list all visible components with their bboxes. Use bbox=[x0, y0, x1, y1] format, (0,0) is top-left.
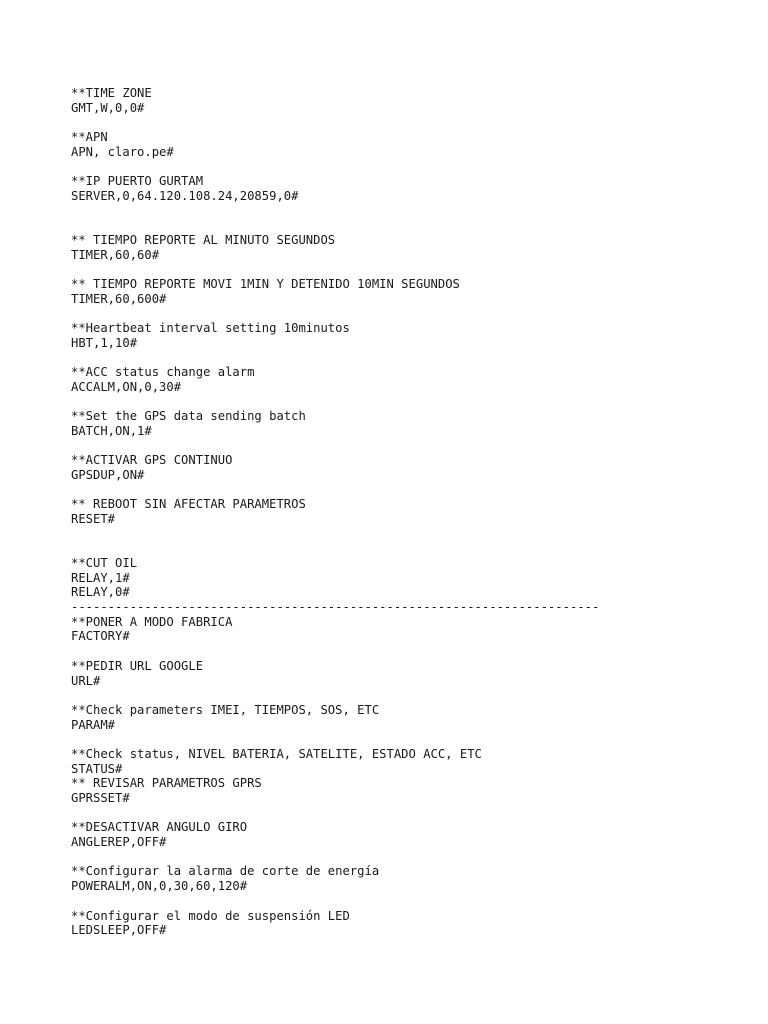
blank-line bbox=[71, 159, 761, 174]
apn-command: APN, claro.pe# bbox=[71, 144, 174, 159]
check-status-heading: **Check status, NIVEL BATERIA, SATELITE, ESTADO ACC, ETC bbox=[71, 746, 482, 761]
blank-line bbox=[71, 894, 761, 909]
dashed-separator: ------------------------------------------------------------------------ bbox=[71, 600, 600, 615]
timer-minute-heading: ** TIEMPO REPORTE AL MINUTO SEGUNDOS bbox=[71, 232, 336, 247]
apn-heading: **APN bbox=[71, 130, 108, 145]
ledsleep-command: LEDSLEEP,OFF# bbox=[71, 923, 167, 938]
gps-batch-heading: **Set the GPS data sending batch bbox=[71, 409, 306, 424]
blank-line bbox=[71, 306, 761, 321]
blank-lines bbox=[71, 527, 761, 556]
time-zone-command: GMT,W,0,0# bbox=[71, 100, 145, 115]
timer-moving-heading: ** TIEMPO REPORTE MOVI 1MIN Y DETENIDO 10MIN SEGUNDOS bbox=[71, 276, 460, 291]
url-command: URL# bbox=[71, 673, 101, 688]
factory-mode-heading: **PONER A MODO FABRICA bbox=[71, 614, 233, 629]
blank-line bbox=[71, 732, 761, 747]
poweralm-command: POWERALM,ON,0,30,60,120# bbox=[71, 879, 248, 894]
gprs-parameters-heading: ** REVISAR PARAMETROS GPRS bbox=[71, 776, 262, 791]
timer-moving-command: TIMER,60,600# bbox=[71, 291, 167, 306]
angle-turn-heading: **DESACTIVAR ANGULO GIRO bbox=[71, 820, 248, 835]
power-alarm-heading: **Configurar la alarma de corte de energía bbox=[71, 864, 380, 879]
url-google-heading: **PEDIR URL GOOGLE bbox=[71, 658, 204, 673]
timer-minute-command: TIMER,60,60# bbox=[71, 247, 160, 262]
gprsset-command: GPRSSET# bbox=[71, 791, 130, 806]
gps-batch-command: BATCH,ON,1# bbox=[71, 423, 152, 438]
relay-on-command: RELAY,1# bbox=[71, 570, 130, 585]
blank-line bbox=[71, 394, 761, 409]
param-command: PARAM# bbox=[71, 717, 116, 732]
acc-alarm-command: ACCALM,ON,0,30# bbox=[71, 379, 182, 394]
cut-oil-heading: **CUT OIL bbox=[71, 556, 138, 571]
heartbeat-heading: **Heartbeat interval setting 10minutos bbox=[71, 321, 350, 336]
blank-line bbox=[71, 483, 761, 498]
gps-continuous-command: GPSDUP,ON# bbox=[71, 467, 145, 482]
blank-line bbox=[71, 688, 761, 703]
acc-alarm-heading: **ACC status change alarm bbox=[71, 365, 255, 380]
blank-line bbox=[71, 850, 761, 865]
heartbeat-command: HBT,1,10# bbox=[71, 335, 138, 350]
status-command: STATUS# bbox=[71, 761, 123, 776]
blank-line bbox=[71, 806, 761, 821]
blank-lines bbox=[71, 204, 761, 233]
reset-command: RESET# bbox=[71, 511, 116, 526]
reboot-heading: ** REBOOT SIN AFECTAR PARAMETROS bbox=[71, 497, 306, 512]
check-parameters-heading: **Check parameters IMEI, TIEMPOS, SOS, ETC bbox=[71, 702, 380, 717]
server-command: SERVER,0,64.120.108.24,20859,0# bbox=[71, 188, 299, 203]
document-page bbox=[71, 86, 761, 938]
gps-continuous-heading: **ACTIVAR GPS CONTINUO bbox=[71, 453, 233, 468]
relay-off-command: RELAY,0# bbox=[71, 585, 130, 600]
factory-command: FACTORY# bbox=[71, 629, 130, 644]
blank-line bbox=[71, 350, 761, 365]
blank-line bbox=[71, 644, 761, 659]
blank-line bbox=[71, 115, 761, 130]
anglerep-command: ANGLEREP,OFF# bbox=[71, 835, 167, 850]
led-sleep-heading: **Configurar el modo de suspensión LED bbox=[71, 908, 350, 923]
blank-line bbox=[71, 262, 761, 277]
ip-port-heading: **IP PUERTO GURTAM bbox=[71, 174, 204, 189]
time-zone-heading: **TIME ZONE bbox=[71, 86, 152, 100]
blank-line bbox=[71, 439, 761, 454]
